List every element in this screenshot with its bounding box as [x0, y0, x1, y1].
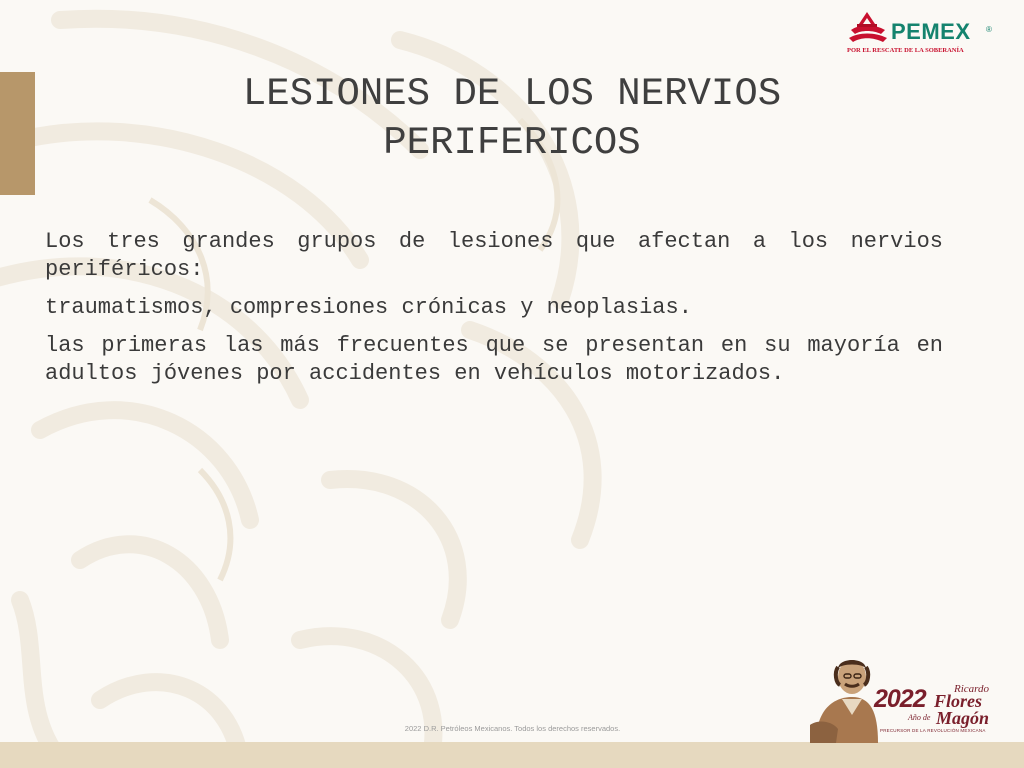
- badge-year: 2022: [874, 685, 926, 713]
- anniversary-badge: [808, 655, 998, 743]
- pemex-logo: [843, 8, 998, 60]
- body-paragraph-3: las primeras las más frecuentes que se presentan en su mayoría en adultos jóvenes por accidentes en vehículos motorizados.: [45, 333, 943, 386]
- badge-name-last: Magón: [936, 708, 990, 728]
- footer-band: [0, 742, 1024, 768]
- slide-title-line-2: PERIFERICOS: [383, 121, 641, 165]
- ricardo-flores-magon-portrait-icon: [808, 655, 878, 743]
- badge-caption: PRECURSOR DE LA REVOLUCIÓN MEXICANA: [880, 728, 986, 733]
- pemex-wordmark: PEMEX: [891, 19, 971, 44]
- badge-name-middle: Flores: [934, 691, 983, 711]
- badge-name-first: Ricardo: [954, 683, 990, 695]
- pemex-eagle-icon: [845, 10, 889, 46]
- registered-mark: ®: [986, 25, 992, 34]
- slide-body: [45, 228, 943, 398]
- badge-ano-de: Año de: [908, 713, 931, 722]
- copyright-notice: 2022 D.R. Petróleos Mexicanos. Todos los derechos reservados.: [404, 724, 621, 733]
- accent-bar: [0, 72, 35, 195]
- logo-tagline: POR EL RESCATE DE LA SOBERANÍA: [847, 47, 964, 54]
- body-paragraph-1: Los tres grandes grupos de lesiones que afectan a los nervios periféricos:: [45, 229, 943, 282]
- slide-title-line-1: LESIONES DE LOS NERVIOS: [242, 72, 782, 116]
- slide-title: [130, 70, 894, 168]
- body-paragraph-2: traumatismos, compresiones crónicas y neoplasias.: [45, 295, 692, 320]
